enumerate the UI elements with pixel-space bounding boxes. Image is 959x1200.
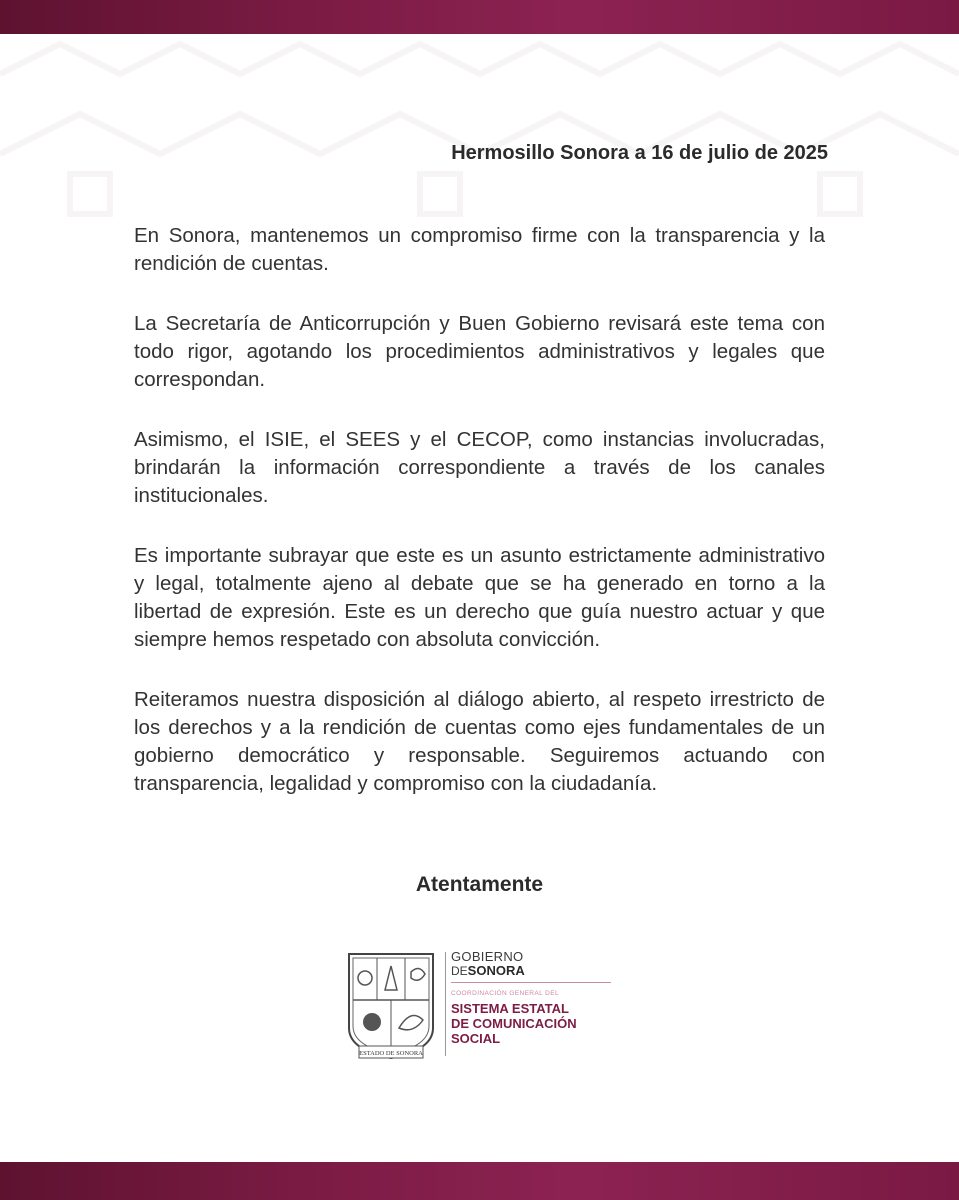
logo-sistema: [451, 1001, 627, 1046]
top-brand-band: [0, 0, 959, 34]
paragraph-1: En Sonora, mantenemos un compromiso firme con la transparencia y la rendición de cuentas.: [134, 224, 825, 275]
logo-rule: [451, 982, 611, 983]
sonora-coat-of-arms-icon: [345, 950, 437, 1062]
closing-salutation: Atentamente: [415, 873, 544, 896]
logo-coordinacion: COORDINACIÓN GENERAL DEL: [451, 990, 559, 997]
logo-de: DE: [451, 964, 468, 978]
government-logo: [345, 950, 625, 1066]
shield-caption: ESTADO DE SONORA: [359, 1050, 423, 1057]
paragraph-2: La Secretaría de Anticorrupción y Buen Gobierno revisará este tema con todo rigor, agotando los procedimientos administrativos y legales que correspondan.: [134, 312, 825, 391]
logo-sistema-line-2: DE COMUNICACIÓN: [451, 1016, 577, 1031]
document-body: [134, 222, 825, 830]
paragraph-5: Reiteramos nuestra disposición al diálogo abierto, al respeto irrestricto de los derechos y a la rendición de cuentas como ejes fundamentales de un gobierno democrático y responsable. Seguiremos actuando con transparencia, legalidad y compromiso con la ciudadanía.: [134, 688, 825, 795]
logo-divider: [445, 952, 446, 1056]
paragraph-3: Asimismo, el ISIE, el SEES y el CECOP, como instancias involucradas, brindarán la información correspondiente a través de los canales institucionales.: [134, 428, 825, 507]
logo-de-sonora: [451, 964, 627, 978]
paragraph-4: Es importante subrayar que este es un asunto estrictamente administrativo y legal, totalmente ajeno al debate que se ha generado en torno a la libertad de expresión. Este es un derecho que guía nuestro actuar y que siempre hemos respetado con absoluta convicción.: [134, 544, 825, 651]
logo-sonora: SONORA: [467, 963, 525, 978]
bottom-brand-band: [0, 1162, 959, 1200]
document-date: Hermosillo Sonora a 16 de julio de 2025: [451, 142, 828, 164]
decorative-pattern: [0, 34, 959, 234]
logo-sistema-line-3: SOCIAL: [451, 1031, 501, 1046]
logo-gobierno: GOBIERNO: [451, 949, 524, 964]
logo-sistema-line-1: SISTEMA ESTATAL: [451, 1001, 569, 1016]
logo-text: [451, 950, 627, 1046]
